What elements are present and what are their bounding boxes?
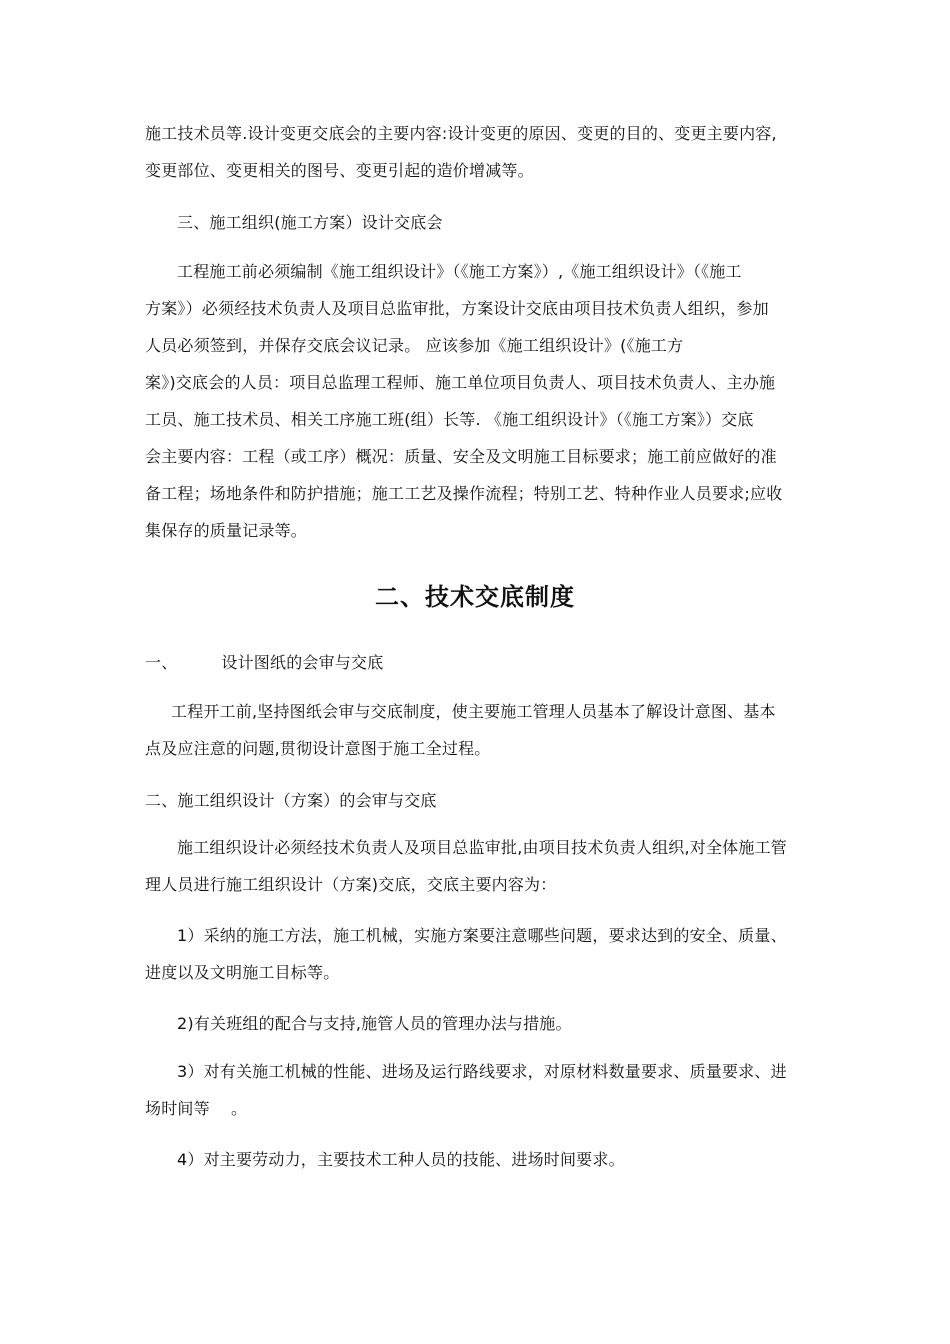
text-line: 进度以及文明施工目标等。 bbox=[145, 963, 340, 982]
text-line: 1）采纳的施工方法，施工机械，实施方案要注意哪些问题，要求达到的安全、质量、 bbox=[177, 926, 787, 945]
section-number: 一、 bbox=[145, 653, 178, 672]
text-line: 备工程；场地条件和防护措施；施工工艺及操作流程；特别工艺、特种作业人员要求;应收 bbox=[145, 484, 783, 503]
text-line bbox=[145, 644, 811, 681]
text-line: 变更部位、变更相关的图号、变更引起的造价增减等。 bbox=[145, 161, 534, 180]
text-line: 三、施工组织(施工方案）设计交底会 bbox=[177, 213, 443, 232]
list-item bbox=[145, 1053, 811, 1127]
subsection-title-drawing-review bbox=[145, 644, 811, 681]
section-title-construction-organization bbox=[177, 204, 797, 241]
page-heading: 二、技术交底制度 bbox=[375, 583, 575, 611]
text-line: 二、施工组织设计（方案）的会审与交底 bbox=[145, 791, 437, 810]
paragraph-design-change-content bbox=[145, 115, 811, 189]
text-line: 3）对有关施工机械的性能、进场及运行路线要求，对原材料数量要求、质量要求、进 bbox=[177, 1062, 787, 1081]
text-line: 场时间等 。 bbox=[145, 1099, 248, 1118]
text-line: 点及应注意的问题,贯彻设计意图于施工全过程。 bbox=[145, 739, 491, 758]
text-line: 案》)交底会的人员：项目总监理工程师、施工单位项目负责人、项目技术负责人、主办施 bbox=[145, 373, 776, 392]
text-line: 工程施工前必须编制《施工组织设计》（《施工方案》）,《施工组织设计》（《施工 bbox=[177, 262, 742, 281]
subsection-title-organization-review bbox=[145, 782, 811, 819]
text-line: 施工技术员等.设计变更交底会的主要内容:设计变更的原因、变更的目的、变更主要内容, bbox=[145, 124, 777, 143]
text-line: 施工组织设计必须经技术负责人及项目总监审批,由项目技术负责人组织,对全体施工管 bbox=[177, 838, 787, 857]
text-line: 2)有关班组的配合与支持,施管人员的管理办法与措施。 bbox=[177, 1014, 572, 1033]
paragraph-organization-review bbox=[145, 829, 811, 903]
section-title: 设计图纸的会审与交底 bbox=[221, 653, 384, 672]
paragraph-drawing-review bbox=[145, 693, 811, 767]
list-item bbox=[145, 1141, 811, 1178]
text-line: 会主要内容：工程（或工序）概况：质量、安全及文明施工目标要求；施工前应做好的准 bbox=[145, 447, 777, 466]
text-line: 工程开工前,坚持图纸会审与交底制度，使主要施工管理人员基本了解设计意图、基本 bbox=[171, 702, 776, 721]
text-line: 集保存的质量记录等。 bbox=[145, 521, 308, 540]
list-item bbox=[145, 1005, 811, 1042]
text-line: 工员、施工技术员、相关工序施工班(组）长等. 《施工组织设计》（《施工方案》）交底 bbox=[145, 410, 754, 429]
text-line: 理人员进行施工组织设计（方案)交底，交底主要内容为： bbox=[145, 875, 557, 894]
text-line: 4）对主要劳动力，主要技术工种人员的技能、进场时间要求。 bbox=[177, 1150, 625, 1169]
text-line: 人员必须签到，并保存交底会议记录。 应该参加《施工组织设计》(《施工方 bbox=[145, 336, 684, 355]
paragraph-construction-organization-meeting bbox=[145, 253, 811, 549]
list-item bbox=[145, 917, 811, 991]
text-line: 方案》）必须经技术负责人及项目总监审批，方案设计交底由项目技术负责人组织，参加 bbox=[145, 299, 769, 318]
